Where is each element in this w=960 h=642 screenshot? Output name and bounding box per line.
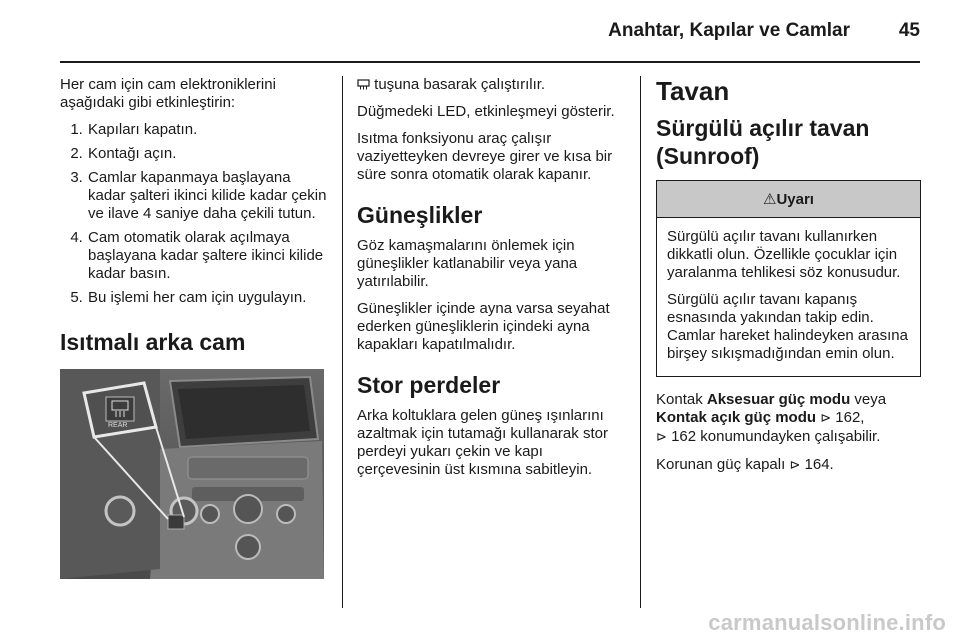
- warning-paragraph: Sürgülü açılır tavanı kapanış esnasında yakından takip edin. Camlar hareket halindeyken arasına birşey sıkışmadığından emin olun.: [667, 291, 908, 362]
- paragraph-text: tuşuna basarak çalıştırılır.: [374, 76, 546, 93]
- rear-defrost-icon: [357, 76, 374, 93]
- watermark-footer: carmanualsonline.info: [708, 610, 946, 635]
- list-item: 1. Kapıları kapatın.: [87, 121, 330, 139]
- page-reference[interactable]: 164.: [800, 456, 834, 473]
- section-heading-sun-visors: Güneşlikler: [357, 202, 483, 228]
- warning-header: [657, 181, 920, 218]
- paragraph: Isıtma fonksiyonu araç çalışır vaziyetteyken devreye girer ve kısa bir süre sonra otomatik olarak kapanır.: [357, 130, 613, 183]
- column-left: [60, 76, 330, 579]
- warning-paragraph: Sürgülü açılır tavanı kullanırken dikkatli olun. Özellikle çocuklar için yaralanma tehlikesi söz konusudur.: [667, 228, 901, 281]
- page-reference[interactable]: 162 konumundayken çalışabilir.: [666, 428, 881, 445]
- column-divider: [342, 76, 343, 608]
- list-item: 3. Camlar kapanmaya başlayana kadar şalteri ikinci kilide kadar çekin ve ilave 4 saniye daha çekili tutun.: [87, 169, 330, 223]
- page-number: 45: [898, 20, 920, 41]
- list-item: 2. Kontağı açın.: [87, 145, 330, 163]
- header-rule: [60, 61, 920, 63]
- section-heading-roller-blinds: Stor perdeler: [357, 372, 501, 398]
- paragraph: Düğmedeki LED, etkinleşmeyi gösterir.: [357, 103, 615, 120]
- list-item: 4. Cam otomatik olarak açılmaya başlayana kadar şaltere ikinci kilide kadar basın.: [87, 229, 330, 283]
- section-heading-heated-rear-window: Isıtmalı arka cam: [60, 329, 246, 355]
- subsection-title-sunroof: Sürgülü açılır tavan (Sunroof): [656, 115, 870, 169]
- intro-text: Her cam için cam elektroniklerini aşağıdaki gibi etkinleştirin:: [60, 76, 276, 111]
- warning-box: [656, 180, 921, 377]
- section-title-roof: Tavan: [656, 76, 730, 106]
- paragraph: Güneşlikler içinde ayna varsa seyahat ederken güneşliklerin içindeki ayna kapakları kapatılmalıdır.: [357, 300, 610, 353]
- page-header-title: Anahtar, Kapılar ve Camlar: [608, 20, 850, 41]
- column-divider: [640, 76, 641, 608]
- page-reference-arrow-icon: ⊳: [789, 458, 801, 473]
- page-reference-arrow-icon: ⊳: [820, 411, 832, 426]
- power-mode-term: Aksesuar güç modu: [706, 391, 851, 408]
- warning-triangle-icon: ⚠: [763, 190, 777, 208]
- steps-list: [60, 121, 330, 307]
- text: Korunan güç kapalı: [656, 456, 790, 473]
- column-right: [656, 76, 921, 484]
- list-item: 5. Bu işlemi her cam için uygulayın.: [87, 289, 330, 307]
- paragraph: Göz kamaşmalarını önlemek için güneşlikler katlanabilir veya yana yatırılabilir.: [357, 237, 578, 290]
- paragraph: Arka koltuklara gelen güneş ışınlarını azaltmak için tutamağı kullanarak stor perdeyi yukarı çekin ve kapı çerçevesinin üst kısmına sabitleyin.: [357, 407, 608, 478]
- dashboard-illustration: [60, 369, 324, 579]
- page-reference[interactable]: 162,: [831, 409, 865, 426]
- figure-label: REAR: [108, 422, 128, 429]
- paragraph: [357, 76, 627, 94]
- text: veya: [850, 391, 887, 408]
- paragraph: [656, 456, 921, 475]
- warning-body: [657, 218, 920, 376]
- column-middle: [357, 76, 627, 488]
- page-reference-arrow-icon: ⊳: [656, 430, 667, 445]
- text: Kontak: [656, 391, 707, 408]
- dashboard-photo: [60, 369, 324, 579]
- warning-title: Uyarı: [776, 191, 814, 208]
- power-mode-term: Kontak açık güç modu: [656, 409, 817, 426]
- paragraph: [656, 391, 921, 447]
